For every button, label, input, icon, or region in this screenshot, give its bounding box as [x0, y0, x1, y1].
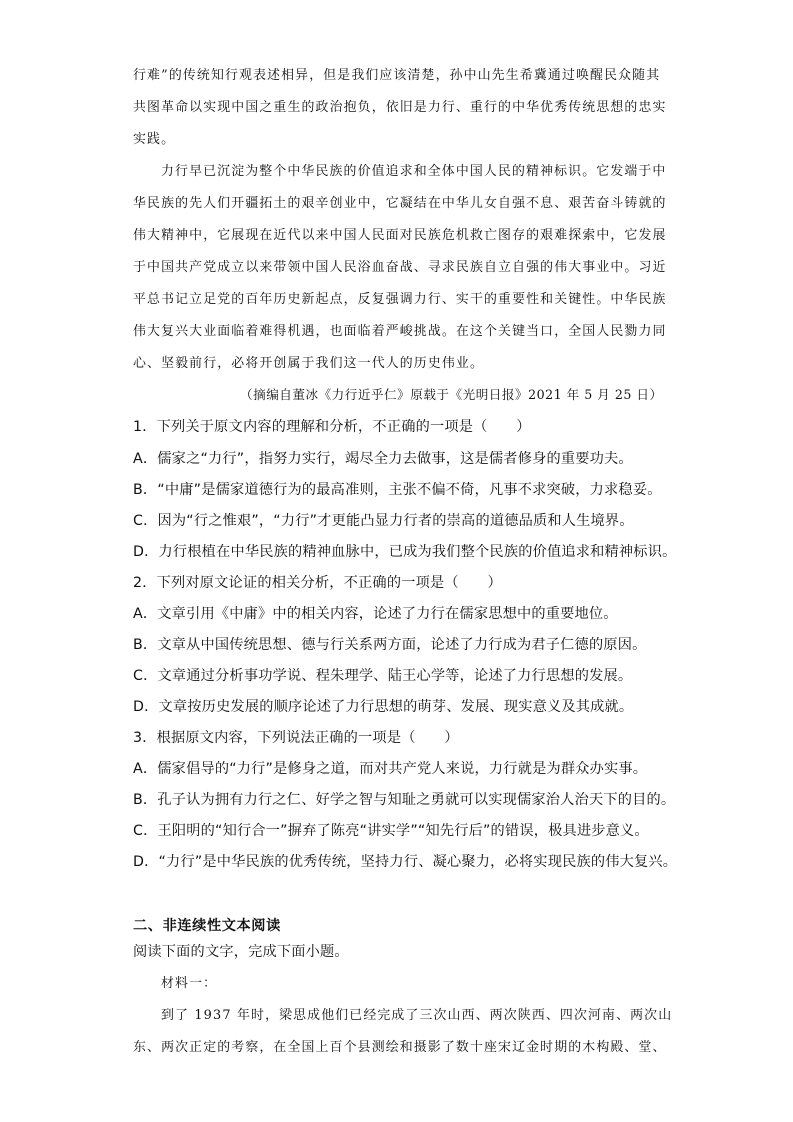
passage-line: 华民族的先人们开疆拓土的艰辛创业中，它凝结在中华儿女自强不息、艰苦奋斗铸就的	[133, 196, 667, 211]
section-heading: 二、非连续性文本阅读	[133, 918, 281, 934]
question-stem: 1．下列关于原文内容的理解和分析，不正确的一项是（ ）	[133, 419, 531, 435]
passage-line: 实践。	[133, 132, 176, 147]
material-line: 到了 1937 年时，梁思成他们已经完成了三次山西、两次陕西、四次河南、两次山	[161, 1008, 673, 1023]
passage-line: 共图革命以实现中国之重生的政治抱负，依旧是力行、重行的中华优秀传统思想的忠实	[133, 100, 667, 115]
material-label: 材料一：	[161, 976, 218, 991]
passage-line: 行难”的传统知行观表述相异，但是我们应该清楚，孙中山先生希冀通过唤醒民众随其	[133, 68, 661, 83]
passage-line: 力行早已沉淀为整个中华民族的价值追求和全体中国人民的精神标识。它发端于中	[161, 164, 667, 179]
material-line: 东、两次正定的考察，在全国上百个县测绘和摄影了数十座宋辽金时期的木构殿、堂、	[133, 1040, 667, 1055]
question-stem: 3．根据原文内容，下列说法正确的一项是（ ）	[133, 730, 459, 746]
question-option: C．因为“行之惟艰”，“力行”才更能凸显力行者的崇高的道德品质和人生境界。	[133, 513, 634, 529]
passage-line: 伟大精神中，它展现在近代以来中国人民面对民族危机救亡图存的艰难探索中，它发展	[133, 228, 667, 243]
question-option: C．王阳明的“知行合一”摒弃了陈亮“讲实学”“知先行后”的错误，极具进步意义。	[133, 823, 649, 839]
passage-line: 伟大复兴大业面临着难得机遇，也面临着严峻挑战。在这个关键当口，全国人民勠力同	[133, 324, 667, 339]
section-instruction: 阅读下面的文字，完成下面小题。	[133, 944, 349, 960]
question-stem: 2．下列对原文论证的相关分析，不正确的一项是（ ）	[133, 575, 502, 591]
question-option: B．孔子认为拥有力行之仁、好学之智与知耻之勇就可以实现儒家治人治天下的目的。	[133, 792, 676, 808]
question-option: B．文章从中国传统思想、德与行关系两方面，论述了力行成为君子仁德的原因。	[133, 637, 647, 653]
passage-line: 平总书记立足党的百年历史新起点，反复强调力行、实干的重要性和关键性。中华民族	[133, 292, 667, 307]
question-option: C．文章通过分析事功学说、程朱理学、陆王心学等，论述了力行思想的发展。	[133, 668, 633, 684]
passage-line: 心、坚毅前行，必将开创属于我们这一代人的历史伟业。	[133, 356, 485, 371]
passage-line: 于中国共产党成立以来带领中国人民浴血奋战、寻求民族自立自强的伟大事业中。习近	[133, 260, 667, 275]
question-option: D．“力行”是中华民族的优秀传统，坚持力行、凝心聚力，必将实现民族的伟大复兴。	[133, 854, 678, 870]
question-option: A．儒家之“力行”，指努力实行，竭尽全力去做事，这是儒者修身的重要功夫。	[133, 451, 633, 467]
question-option: D．力行根植在中华民族的精神血脉中，已成为我们整个民族的价值追求和精神标识。	[133, 544, 677, 560]
source-note: （摘编自董冰《力行近乎仁》原载于《光明日报》2021 年 5 月 25 日）	[240, 387, 663, 402]
question-option: A．文章引用《中庸》中的相关内容，论述了力行在儒家思想中的重要地位。	[133, 606, 618, 622]
question-option: A．儒家倡导的“力行”是修身之道，而对共产党人来说，力行就是为群众办实事。	[133, 761, 648, 777]
question-option: D．文章按历史发展的顺序论述了力行思想的萌芽、发展、现实意义及其成就。	[133, 699, 634, 715]
question-option: B．“中庸”是儒家道德行为的最高准则，主张不偏不倚，凡事不求突破，力求稳妥。	[133, 482, 662, 498]
